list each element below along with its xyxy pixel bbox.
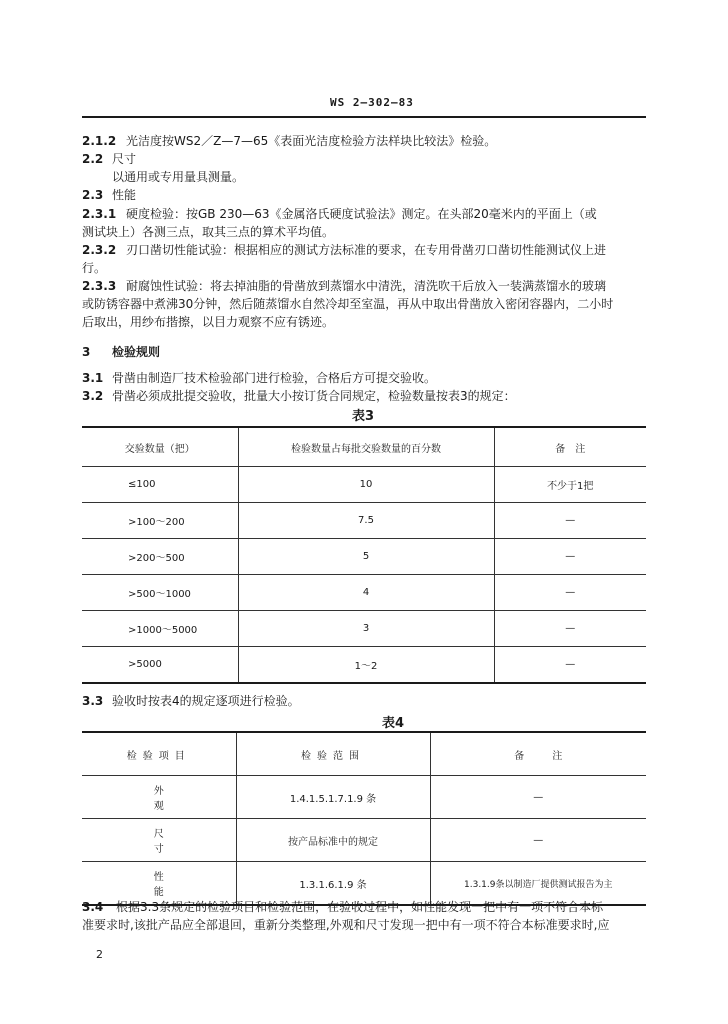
clause-2-3-2-cont: 行。 [82, 261, 107, 275]
clause-2-3-3-cont2: 后取出，用纱布揩擦，以目力观察不应有锈迹。 [82, 315, 335, 329]
clause-text: 光洁度按WS2／Z—7—65《表面光洁度检验方法样块比较法》检验。 [126, 134, 497, 148]
table-cell: — [430, 776, 646, 819]
table-cell: 1.4.1.5.1.7.1.9 条 [236, 776, 430, 819]
table-row [82, 503, 646, 539]
table-cell: 性能 [82, 862, 236, 906]
section-number: 3 [82, 345, 91, 359]
clause-2-3-3 [82, 277, 606, 295]
table-row [82, 575, 646, 611]
table-cell: >200～500 [82, 539, 238, 575]
table-cell: — [494, 611, 646, 647]
table-cell: — [494, 575, 646, 611]
clause-2-3-2 [82, 241, 606, 259]
standard-code: WS 2—302—83 [330, 96, 414, 109]
page-number: 2 [96, 948, 103, 961]
clause-number: 3.2 [82, 389, 104, 403]
clause-number: 2.3.2 [82, 243, 117, 257]
clause-2-2 [82, 150, 136, 168]
clause-text: 骨凿由制造厂技术检验部门进行检验，合格后方可提交验收。 [112, 371, 437, 385]
clause-number: 3.1 [82, 371, 104, 385]
clause-3-3 [82, 692, 300, 710]
table-cell: 按产品标准中的规定 [236, 819, 430, 862]
clause-number: 3.4 [82, 900, 104, 914]
table-cell: >1000～5000 [82, 611, 238, 647]
clause-2-1-2 [82, 132, 496, 150]
clause-number: 2.1.2 [82, 134, 117, 148]
clause-text: 验收时按表4的规定逐项进行检验。 [112, 694, 300, 708]
table-cell: 不少于1把 [494, 467, 646, 503]
clause-text: 刃口凿切性能试验：根据相应的测试方法标准的要求，在专用骨凿刃口凿切性能测试仪上进 [126, 243, 607, 257]
table-cell: 3 [238, 611, 494, 647]
header-cell: 检验范围 [236, 732, 430, 776]
table-3-caption: 表3 [352, 409, 375, 424]
clause-2-3-1-cont: 测试块上）各测三点，取其三点的算术平均值。 [82, 225, 335, 239]
clause-number: 2.2 [82, 152, 104, 166]
table-cell: 外观 [82, 776, 236, 819]
table-cell: 10 [238, 467, 494, 503]
clause-2-3-1 [82, 205, 597, 223]
table-cell: >5000 [82, 647, 238, 684]
table-cell: — [494, 647, 646, 684]
clause-number: 2.3 [82, 188, 104, 202]
clause-heading: 性能 [112, 188, 137, 202]
table-row [82, 611, 646, 647]
clause-text: 耐腐蚀性试验：将去掉油脂的骨凿放到蒸馏水中清洗，清洗吹干后放入一装满蒸馏水的玻璃 [126, 279, 607, 293]
table-header-row [82, 427, 646, 467]
clause-text: 硬度检验：按GB 230—63《金属洛氏硬度试验法》测定。在头部20毫米内的平面上（或 [126, 207, 597, 221]
clause-text: 骨凿必须成批提交验收，批量大小按订货合同规定，检验数量按表3的规定： [112, 389, 516, 403]
header-rule [82, 116, 646, 118]
clause-heading: 尺寸 [112, 152, 137, 166]
table-4 [82, 731, 646, 906]
table-row [82, 539, 646, 575]
clause-number: 2.3.1 [82, 207, 117, 221]
table-row [82, 819, 646, 862]
header-cell: 检验数量占每批交验数量的百分数 [238, 427, 494, 467]
table-row [82, 647, 646, 684]
table-cell: 1～2 [238, 647, 494, 684]
table-cell: ≤100 [82, 467, 238, 503]
table-3 [82, 426, 646, 684]
header-cell: 备 注 [494, 427, 646, 467]
section-3 [82, 343, 160, 361]
section-heading: 检验规则 [112, 345, 161, 359]
clause-number: 2.3.3 [82, 279, 117, 293]
table-4-caption: 表4 [382, 716, 405, 731]
clause-2-2-body: 以通用或专用量具测量。 [112, 170, 245, 184]
table-cell: — [494, 503, 646, 539]
table-cell: >500～1000 [82, 575, 238, 611]
table-cell: 4 [238, 575, 494, 611]
clause-2-3 [82, 186, 136, 204]
table-cell: — [494, 539, 646, 575]
table-row [82, 467, 646, 503]
clause-3-2 [82, 387, 516, 405]
table-row [82, 776, 646, 819]
clause-2-3-3-cont1: 或防锈容器中煮沸30分钟，然后随蒸馏水自然冷却至室温，再从中取出骨凿放入密闭容器内，二小时 [82, 297, 614, 311]
table-cell: 尺寸 [82, 819, 236, 862]
table-cell: 1.3.1.6.1.9 条 [236, 862, 430, 906]
table-cell: >100～200 [82, 503, 238, 539]
clause-3-4-cont: 准要求时,该批产品应全部退回，重新分类整理,外观和尺寸发现一把中有一项不符合本标准要求时,应 [82, 918, 610, 932]
table-cell: 7.5 [238, 503, 494, 539]
table-cell: 1.3.1.9条以制造厂提供测试报告为主 [430, 862, 646, 906]
clause-text: 根据3.3条规定的检验项目和检验范围，在验收过程中，如性能发现一把中有一项不符合本标 [116, 900, 604, 914]
clause-3-4 [82, 898, 603, 916]
table-header-row [82, 732, 646, 776]
header-cell: 交验数量（把） [82, 427, 238, 467]
table-cell: — [430, 819, 646, 862]
header-cell: 检验项目 [82, 732, 236, 776]
table-cell: 5 [238, 539, 494, 575]
clause-number: 3.3 [82, 694, 104, 708]
clause-3-1 [82, 369, 436, 387]
header-cell: 备注 [430, 732, 646, 776]
